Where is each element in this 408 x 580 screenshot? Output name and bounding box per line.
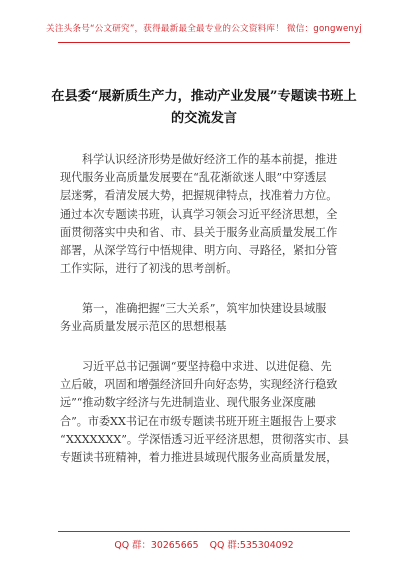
footer-banner (0, 537, 408, 551)
paragraph-line: 习近平总书记强调“要坚持稳中求进、以进促稳、先 (82, 360, 332, 373)
paragraph-line: 务业高质量发展示范区的思想根基 (60, 320, 227, 334)
header-divider (58, 42, 350, 43)
paragraph-line: 专题读书班精神，着力推进县域现代服务业高质量发展， (60, 451, 338, 465)
paragraph-intro (60, 151, 360, 278)
paragraph-line: 部署，从深学笃行中悟规律、明方向、寻路径，紧扣分管 (60, 244, 338, 258)
title-line-1: 在县委“展新质生产力，推动产业发展”专题读书班上 (51, 89, 357, 104)
footer-qq-group-2: QQ 群:535304092 (209, 540, 294, 551)
title-line-2: 的交流发言 (171, 111, 237, 126)
footer-divider (58, 531, 350, 532)
paragraph-line: 合”。市委XX书记在市级专题读书班开班主题报告上要求 (60, 414, 337, 428)
paragraph-line: 第一，准确把握“三大关系”，筑牢加快建设县域服 (82, 302, 327, 315)
paragraph-line: 现代服务业高质量发展要在“乱花渐欲迷人眼”中穿透层 (60, 171, 327, 185)
paragraph-line: 层迷雾，看清发展大势，把握规律特点，找准着力方位。 (60, 189, 338, 203)
section-heading-1 (60, 300, 360, 336)
paragraph-line: “XXXXXXX”。学深悟透习近平经济思想，贯彻落实市、县 (60, 432, 349, 446)
paragraph-line: 远”“推动数字经济与先进制造业、现代服务业深度融 (60, 396, 316, 410)
paragraph-section-1 (60, 358, 360, 467)
paragraph-line: 科学认识经济形势是做好经济工作的基本前提，推进 (82, 153, 338, 166)
document-title (40, 86, 368, 130)
paragraph-line: 工作实际，进行了初浅的思考剖析。 (60, 262, 238, 276)
header-banner: 关注头条号“公文研究”，获得最新最全最专业的公文资料库！ 微信：gongwenyj (46, 24, 362, 34)
paragraph-line: 通过本次专题读书班，认真学习领会习近平经济思想，全 (60, 207, 338, 221)
paragraph-line: 面贯彻落实中央和省、市、县关于服务业高质量发展工作 (60, 225, 338, 239)
paragraph-line: 立后破，巩固和增强经济回升向好态势，实现经济行稳致 (60, 378, 338, 392)
footer-qq-group-1: QQ 群：30265665 (114, 540, 199, 551)
